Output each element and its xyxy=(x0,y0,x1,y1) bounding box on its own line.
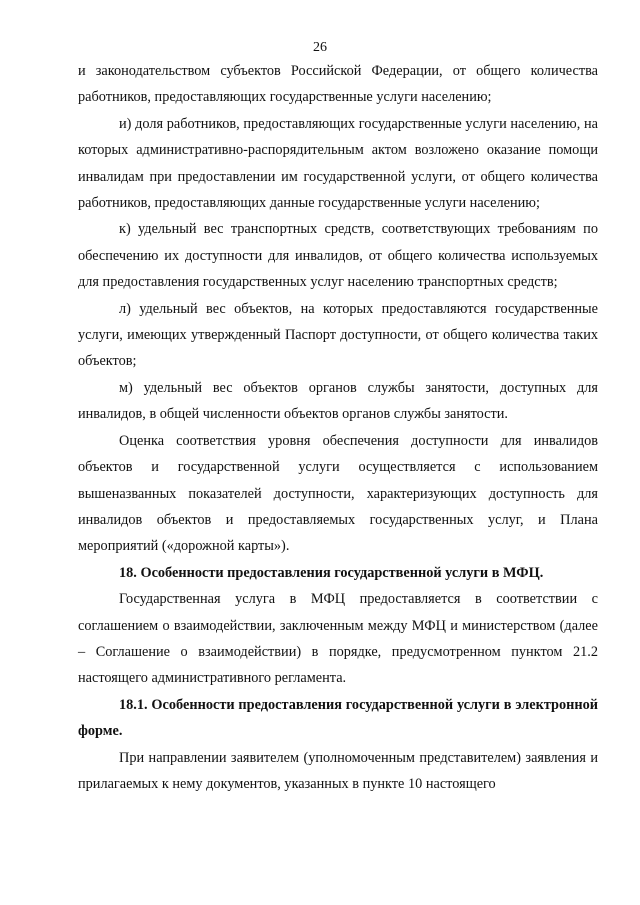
page-number: 26 xyxy=(313,40,327,55)
section-heading-18-1: 18.1. Особенности предоставления государственной услуги в электронной форме. xyxy=(78,696,598,740)
paragraph-assessment: Оценка соответствия уровня обеспечения доступности для инвалидов объектов и государственной услуги осуществляется с использованием вышеназванных показателей доступности, характеризующих доступность для инвалидов объектов и предоставляемых государственных услуг, и Плана мероприятий («дорожной карты»). xyxy=(78,432,598,555)
paragraph-item-k: к) удельный вес транспортных средств, соответствующих требованиям по обеспечению их доступности для инвалидов, от общего количества используемых для предоставления государственных услуг населению транспортных средств; xyxy=(78,221,598,291)
paragraph-mfc: Государственная услуга в МФЦ предоставляется в соответствии с соглашением о взаимодействии, заключенным между МФЦ и министерством (далее – Соглашение о взаимодействии) в порядке, предусмотренном пунктом 21.2 настоящего административного регламента. xyxy=(78,591,598,687)
paragraph-item-i: и) доля работников, предоставляющих государственные услуги населению, на которых административно-распорядительным актом возложено оказание помощи инвалидам при предоставлении им государственной услуги, от общего количества работников, предоставляющих данные государственные услуги населению; xyxy=(78,115,598,212)
document-body xyxy=(78,58,598,797)
paragraph-electronic: При направлении заявителем (уполномоченным представителем) заявления и прилагаемых к нему документов, указанных в пункте 10 настоящего xyxy=(78,749,598,792)
paragraph-item-l: л) удельный вес объектов, на которых предоставляются государственные услуги, имеющих утвержденный Паспорт доступности, от общего количества таких объектов; xyxy=(78,300,598,370)
section-heading-18: 18. Особенности предоставления государственной услуги в МФЦ. xyxy=(119,564,544,581)
paragraph-continuation: и законодательством субъектов Российской Федерации, от общего количества работников, предоставляющих государственные услуги населению; xyxy=(78,63,598,106)
paragraph-item-m: м) удельный вес объектов органов службы занятости, доступных для инвалидов, в общей численности объектов органов службы занятости. xyxy=(78,379,598,423)
